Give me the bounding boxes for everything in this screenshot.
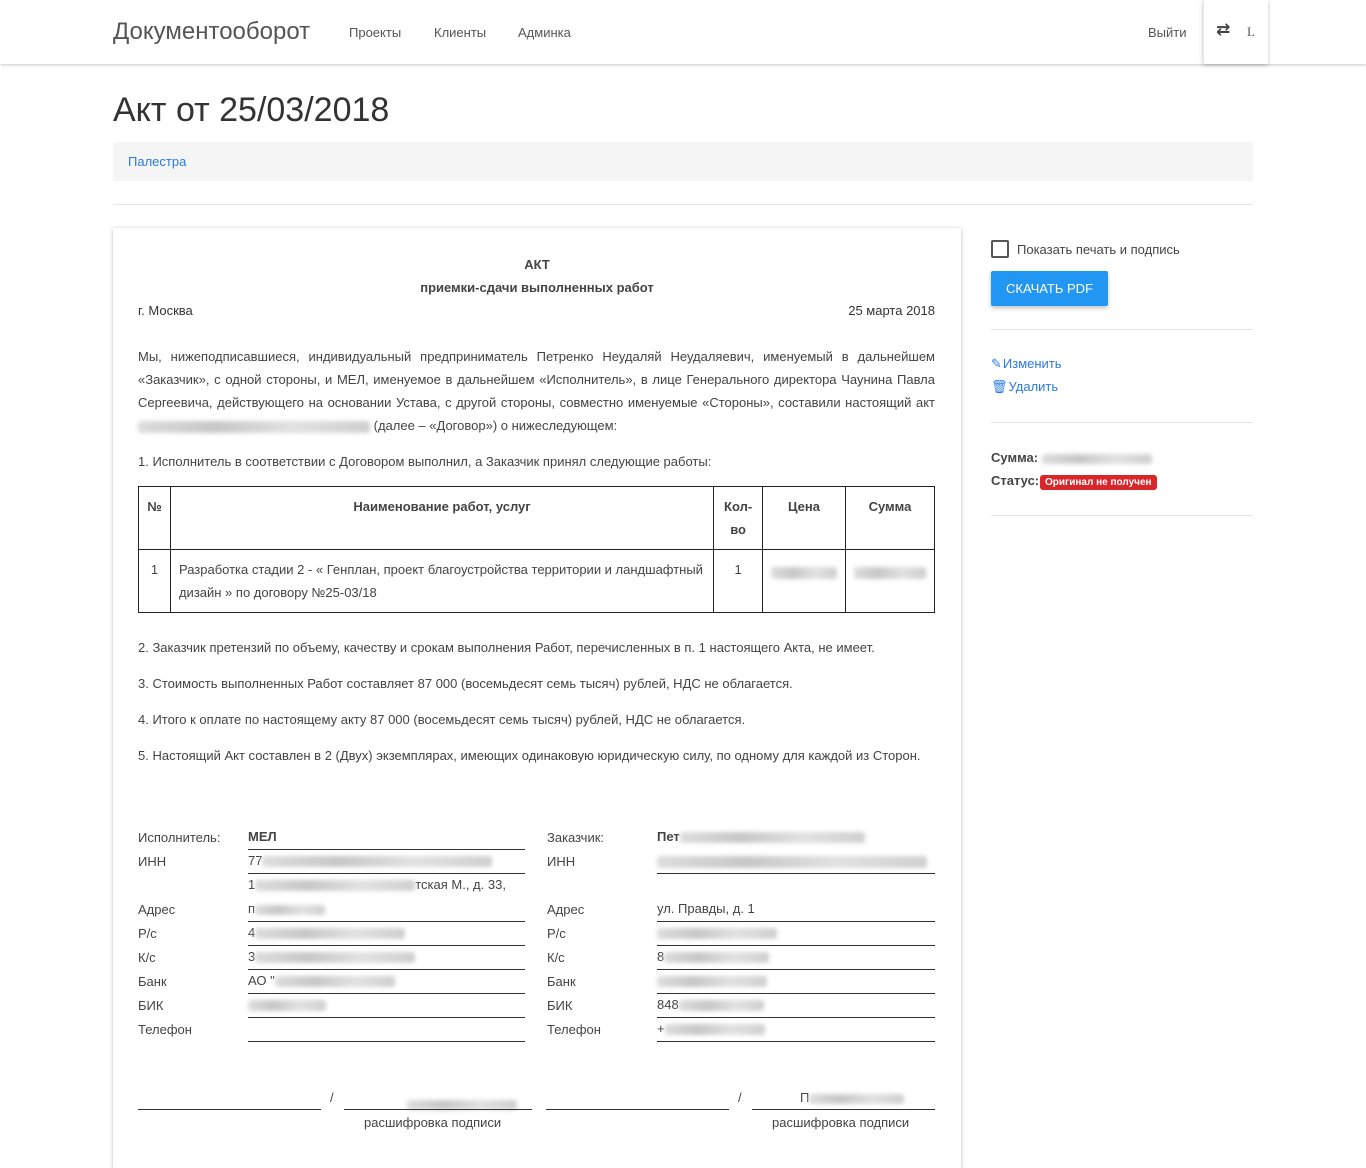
cell-price [762, 550, 845, 613]
executor-ks-label: К/с [138, 950, 156, 965]
breadcrumb [113, 142, 1253, 181]
doc-intro [138, 345, 935, 437]
cell-qty: 1 [714, 550, 763, 613]
executor-signature-line [138, 1109, 321, 1110]
customer-signature-line [546, 1109, 729, 1110]
customer-rs [657, 922, 935, 946]
doc-date: 25 марта 2018 [848, 303, 935, 318]
doc-item-1: 1. Исполнитель в соответствии с Договором выполнил, а Заказчик принял следующие работы: [138, 454, 712, 469]
customer-rs-label: Р/с [547, 926, 566, 941]
executor-role: Исполнитель: [138, 830, 221, 845]
executor-rs-label: Р/с [138, 926, 157, 941]
executor-ks: 3 [248, 946, 525, 970]
cell-sum [845, 550, 934, 613]
customer-sig-caption: расшифровка подписи [772, 1115, 910, 1130]
customer-address: ул. Правды, д. 1 [657, 898, 935, 922]
th-sum: Сумма [845, 487, 934, 550]
divider [113, 204, 1253, 205]
th-price: Цена [762, 487, 845, 550]
executor-phone-label: Телефон [138, 1022, 192, 1037]
executor-phone [248, 1018, 525, 1042]
sidebar-divider [991, 329, 1253, 330]
executor-sig-caption: расшифровка подписи [364, 1115, 502, 1130]
executor-rs: 4 [248, 922, 525, 946]
executor-bik [248, 994, 525, 1018]
doc-item-3: 3. Стоимость выполненных Работ составляет 87 000 (восемьдесят семь тысяч) рублей, НДС не облагается. [138, 676, 793, 691]
works-table [138, 486, 935, 613]
show-stamp-label[interactable]: Показать печать и подпись [1017, 242, 1180, 257]
customer-phone: + [657, 1018, 935, 1042]
doc-subtitle: приемки-сдачи выполненных работ [420, 280, 654, 295]
navbar [0, 0, 1366, 64]
nav-link-admin[interactable]: Админка [518, 25, 571, 40]
sum-row: Сумма: [991, 450, 1152, 465]
executor-address-2: п [248, 898, 525, 922]
customer-role: Заказчик: [547, 830, 605, 845]
executor-address-1: 1 тская М., д. 33, [248, 877, 506, 892]
brand-logo[interactable]: Документооборот [113, 18, 311, 45]
executor-name: МЕЛ [248, 826, 525, 850]
status-badge: Оригинал не получен [1040, 475, 1157, 490]
sum-value-redacted [1042, 454, 1152, 464]
customer-sig-slash: / [738, 1090, 742, 1105]
executor-address-label: Адрес [138, 902, 176, 917]
doc-title: АКТ [524, 257, 550, 272]
executor-transcript-line [344, 1109, 532, 1110]
table-row [139, 550, 935, 613]
customer-inn [657, 850, 935, 874]
doc-item-4: 4. Итого к оплате по настоящему акту 87 000 (восемьдесят семь тысяч) рублей, НДС не облагается. [138, 712, 746, 727]
doc-item-5: 5. Настоящий Акт составлен в 2 (Двух) экземплярах, имеющих одинаковую юридическую силу, по одному для каждой из Сторон. [138, 748, 921, 763]
customer-bik-label: БИК [547, 998, 573, 1013]
nav-link-projects[interactable]: Проекты [349, 25, 402, 40]
customer-sig-name: П [800, 1090, 904, 1105]
customer-name: Пет [657, 826, 935, 850]
customer-bank-label: Банк [547, 974, 576, 989]
user-initial: L [1247, 24, 1255, 39]
cell-num: 1 [139, 550, 171, 613]
repeat-icon: ⇄ [1216, 20, 1231, 39]
intro-text: Мы, нижеподписавшиеся, индивидуальный предприниматель Петренко Неудаляй Неудаляевич, именуемый в дальнейшем «Заказчик», с одной стороны, и МЕЛ, именуемое в дальнейшем «Исполнитель», в лице Генерального директора Чаунина Павла Сергеевича, действующего на основании Устава, с другой стороны, совместно именуемые «Стороны», составили настоящий акт [138, 349, 935, 410]
th-name: Наименование работ, услуг [170, 487, 713, 550]
executor-sig-slash: / [330, 1090, 334, 1105]
cell-name: Разработка стадии 2 - « Генплан, проект благоустройства территории и ландшафтный дизайн » по договору №25-03/18 [170, 550, 713, 613]
th-qty: Кол-во [714, 487, 763, 550]
nav-link-clients[interactable]: Клиенты [434, 25, 487, 40]
customer-bank [657, 970, 935, 994]
redacted-contract [138, 421, 370, 433]
customer-address-label: Адрес [547, 902, 585, 917]
page-title: Акт от 25/03/2018 [113, 91, 390, 129]
sidebar-divider [991, 515, 1253, 516]
executor-bik-label: БИК [138, 998, 164, 1013]
executor-inn-label: ИНН [138, 854, 167, 869]
intro-tail: (далее – «Договор») о нижеследующем: [373, 418, 618, 433]
user-menu[interactable] [1203, 0, 1268, 64]
download-pdf-button[interactable]: СКАЧАТЬ PDF [991, 271, 1108, 306]
customer-ks-label: К/с [547, 950, 565, 965]
edit-link[interactable]: ✎Изменить [991, 356, 1062, 371]
executor-inn: 77 [248, 850, 525, 874]
customer-inn-label: ИНН [547, 854, 576, 869]
trash-icon: 🗑 [991, 379, 1008, 394]
customer-phone-label: Телефон [547, 1022, 601, 1037]
doc-item-2: 2. Заказчик претензий по объему, качеству и срокам выполнения Работ, перечисленных в п. 1 настоящего Акта, не имеет. [138, 640, 875, 655]
breadcrumb-link-project[interactable]: Палестра [128, 154, 187, 169]
act-document [113, 228, 961, 1168]
executor-bank-label: Банк [138, 974, 167, 989]
logout-link[interactable]: Выйти [1148, 25, 1187, 40]
doc-city: г. Москва [138, 303, 193, 318]
executor-bank: АО " [248, 970, 525, 994]
th-num: № [139, 487, 171, 550]
customer-bik: 848 [657, 994, 935, 1018]
customer-transcript-line [752, 1109, 935, 1110]
delete-link[interactable]: 🗑Удалить [991, 379, 1059, 394]
sidebar-divider [991, 422, 1253, 423]
table-header-row [139, 487, 935, 550]
customer-ks: 8 [657, 946, 935, 970]
show-stamp-checkbox[interactable] [991, 240, 1009, 258]
edit-icon: ✎ [991, 356, 1002, 371]
status-label: Статус: [991, 473, 1040, 488]
